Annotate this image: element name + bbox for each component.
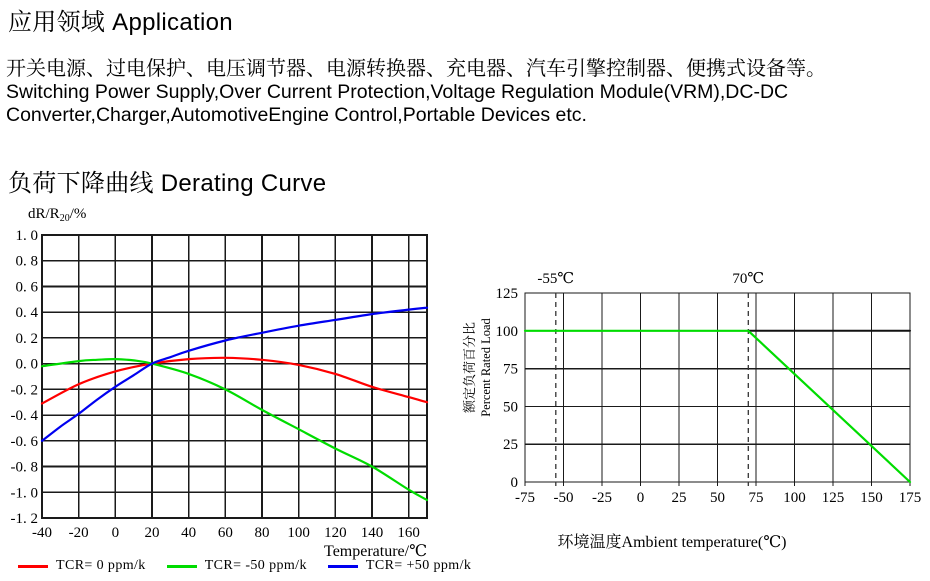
page-title: 应用领域 Application	[8, 9, 233, 36]
x-tick-label: 50	[710, 490, 725, 506]
section-title-derating-curve: 负荷下降曲线 Derating Curve	[8, 170, 327, 197]
y-tick-label: 125	[495, 286, 518, 302]
legend-item	[328, 558, 471, 574]
y-tick-label: 0	[510, 475, 518, 491]
tcr-curve-chart	[0, 200, 450, 581]
x-tick-label: 40	[181, 525, 197, 541]
x-tick-label: 25	[671, 490, 687, 506]
legend-label: TCR= -50 ppm/k	[204, 558, 307, 573]
x-tick-label: 60	[217, 525, 233, 541]
application-text-en-line1: Switching Power Supply,Over Current Protection,Voltage Regulation Module(VRM),DC-DC	[6, 81, 789, 103]
x-tick-label: 0	[111, 525, 120, 541]
x-tick-label: -50	[553, 490, 574, 506]
y-tick-label: -1. 0	[10, 485, 38, 502]
y-tick-label: 100	[495, 323, 518, 340]
y-tick-label: 75	[503, 361, 518, 378]
x-axis-title: Temperature/℃	[324, 543, 427, 560]
y-tick-label: 1. 0	[15, 228, 38, 244]
x-tick-label: -25	[592, 490, 612, 506]
legend-item	[167, 558, 307, 574]
derating-curve-chart	[450, 250, 930, 570]
legend-line-swatch	[18, 565, 48, 568]
y-axis-title-cn: 额定负荷百分比	[462, 321, 477, 414]
x-tick-label: 175	[898, 490, 922, 506]
x-tick-label: 150	[860, 490, 883, 506]
annotation-label: 70℃	[732, 271, 765, 287]
y-axis-title-en: Percent Rated Load	[479, 318, 493, 417]
tcr-chart-legend	[18, 558, 471, 574]
grid	[525, 293, 910, 486]
series-tcr-+50-ppm-k	[42, 308, 427, 441]
y-axis-title: $dR/R_{20}/\%$	[28, 206, 87, 224]
application-text-cn: 开关电源、过电保护、电压调节器、电源转换器、充电器、汽车引擎控制器、便携式设备等。	[6, 58, 826, 80]
y-tick-label: 25	[503, 437, 518, 454]
x-tick-label: -40	[32, 525, 52, 541]
x-tick-label: -75	[515, 490, 535, 506]
x-tick-label: 80	[254, 525, 270, 541]
x-tick-label: 100	[783, 490, 806, 506]
x-tick-label: -20	[68, 525, 89, 541]
x-tick-label: 160	[397, 525, 420, 541]
x-tick-label: 120	[324, 525, 347, 541]
x-tick-label: 75	[748, 490, 764, 506]
legend-line-swatch	[328, 565, 358, 568]
x-axis-title: 环境温度Ambient temperature(℃)	[557, 534, 787, 551]
y-tick-label: -0. 2	[10, 382, 38, 399]
y-tick-label: -1. 2	[10, 511, 38, 527]
application-paragraph	[6, 58, 930, 127]
x-tick-label: 100	[287, 525, 310, 541]
y-tick-label: -0. 6	[10, 433, 38, 450]
x-tick-label: 125	[821, 490, 845, 506]
annotation-label: -55℃	[537, 271, 575, 287]
legend-line-swatch	[167, 565, 197, 568]
x-tick-label: 0	[636, 490, 645, 506]
y-tick-label: 0. 8	[15, 253, 38, 270]
x-tick-label: 140	[360, 525, 384, 541]
y-tick-label: 0. 4	[15, 305, 38, 322]
y-tick-label: 0. 2	[15, 330, 38, 347]
y-tick-label: 0. 0	[15, 356, 38, 373]
x-tick-label: 20	[144, 525, 160, 541]
y-tick-label: 0. 6	[15, 279, 38, 296]
legend-label: TCR= 0 ppm/k	[56, 558, 146, 573]
y-tick-label: 50	[503, 399, 518, 416]
legend-item	[18, 558, 146, 574]
y-tick-label: -0. 4	[10, 408, 38, 425]
application-text-en-line2: Converter,Charger,AutomotiveEngine Control,Portable Devices etc.	[6, 104, 587, 126]
y-tick-label: -0. 8	[10, 459, 38, 476]
legend-label: TCR= +50 ppm/k	[365, 558, 472, 573]
series-tcr--50-ppm-k	[42, 359, 427, 500]
